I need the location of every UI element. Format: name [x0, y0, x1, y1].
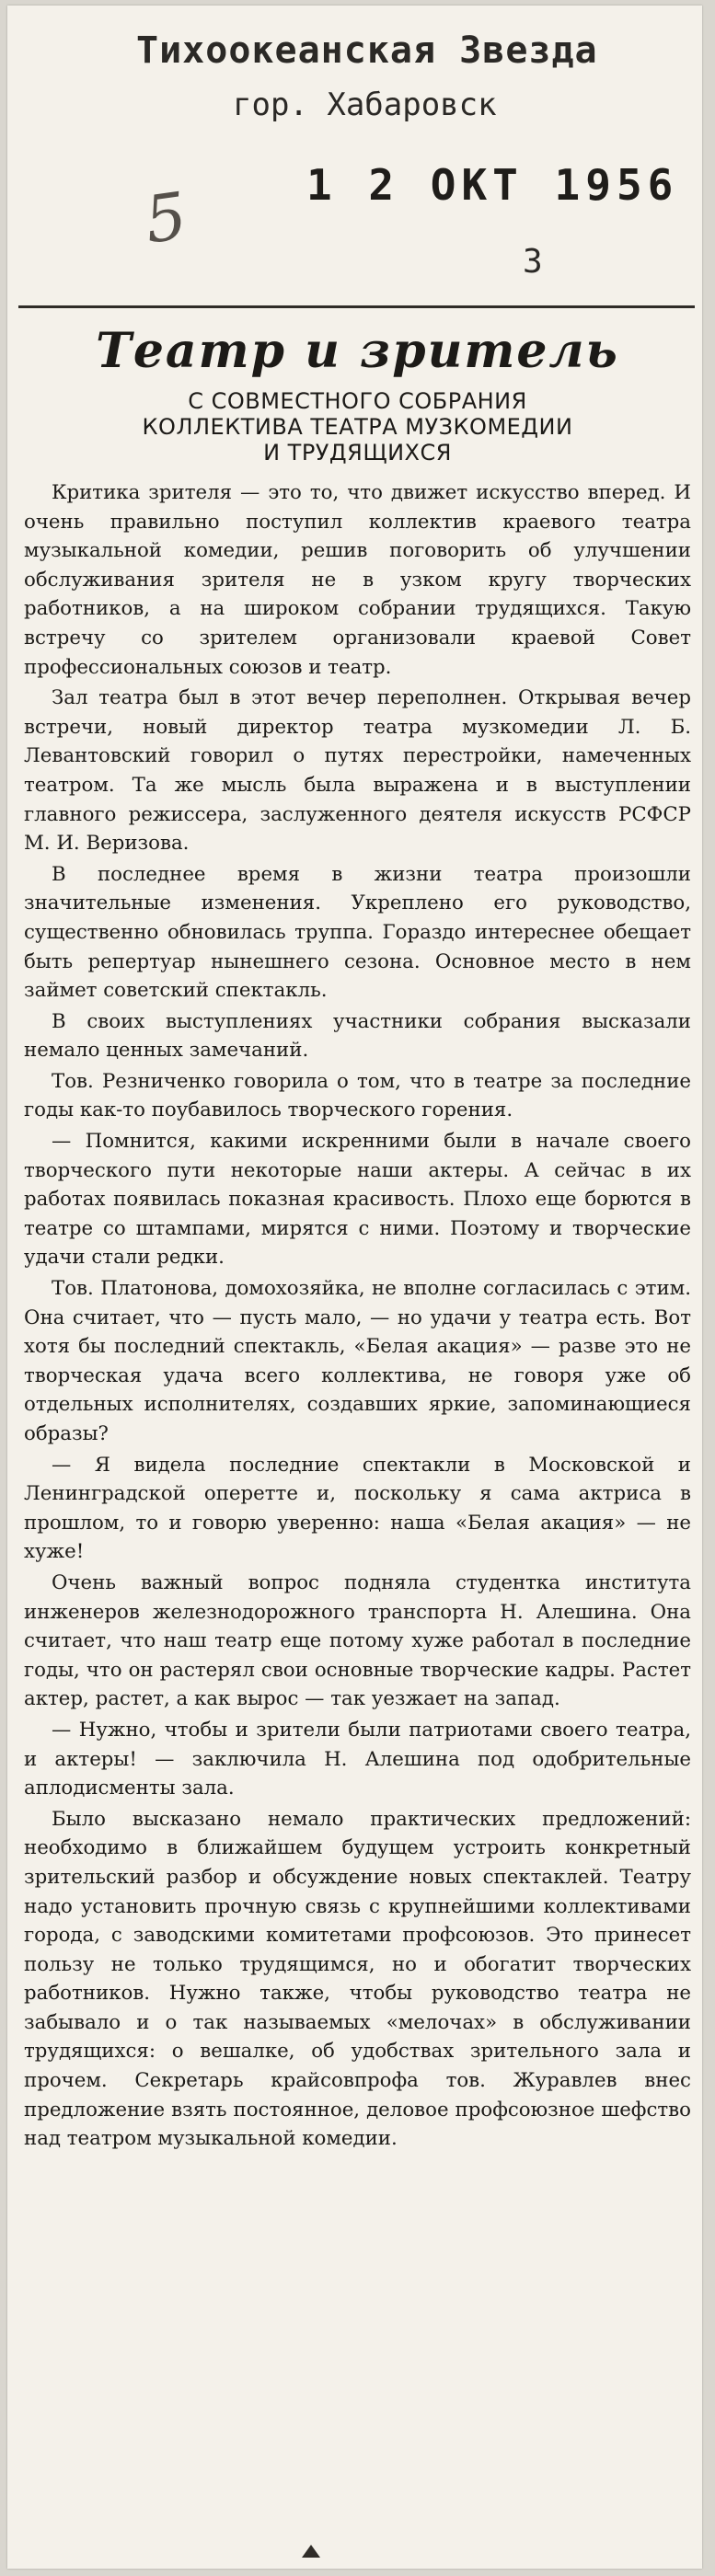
page-number: 3 — [523, 243, 543, 281]
handwritten-mark: 5 — [140, 178, 192, 259]
paragraph: Очень важный вопрос подняла студентка института инженеров железнодорожного транспорта Н. Алешина. Она считает, что наш театр еще потому хуже работал в последние годы, что он растерял свои основные творческие кадры. Растет актер, растет, а как вырос — так уезжает на запад. — [24, 1570, 691, 1711]
subtitle-line: КОЛЛЕКТИВА ТЕАТРА МУЗКОМЕДИИ — [142, 414, 573, 440]
paragraph: В своих выступлениях участники собрания высказали немало ценных замечаний. — [24, 1009, 691, 1063]
paragraph: Зал театра был в этот вечер переполнен. Открывая вечер встречи, новый директор театра музкомедии Л. Б. Левантовский говорил о путях перестройки, намеченных театром. Та же мысль была выражена и в выступлении главного режиссера, заслуженного деятеля искусств РСФСР М. И. Веризова. — [24, 686, 691, 856]
paragraph: Тов. Резниченко говорила о том, что в театре за последние годы как-то поубавилось творческого горения. — [24, 1069, 691, 1122]
newspaper-clipping — [7, 6, 702, 2569]
paragraph: — Нужно, чтобы и зрители были патриотами своего театра, и актеры! — заключила Н. Алешина под одобрительные аплодисменты зала. — [24, 1718, 691, 1800]
newspaper-name: Тихоокеанская Звезда — [136, 29, 598, 72]
paragraph: — Помнится, какими искренними были в начале своего творческого пути некоторые наши актеры. А сейчас в их работах появилась показная красивость. Плохо еще борются в театре со штампами, мирятся с ними. Поэтому и творческие удачи стали редки. — [24, 1130, 691, 1270]
article-subtitle — [24, 388, 691, 466]
date-stamp: 1 2 ОКТ 1956 — [306, 160, 679, 210]
city-line: гор. Хабаровск — [233, 86, 497, 123]
clipping-label — [7, 6, 702, 309]
paragraph: В последнее время в жизни театра произошли значительные изменения. Укреплено его руководство, существенно обновилась труппа. Гораздо интереснее обещает быть репертуар нынешнего сезона. Основное место в нем займет советский спектакль. — [24, 862, 691, 1003]
fold-marker — [302, 2545, 320, 2558]
subtitle-line: С СОВМЕСТНОГО СОБРАНИЯ — [188, 388, 527, 414]
subtitle-line: И ТРУДЯЩИХСЯ — [263, 440, 452, 466]
paragraph: Тов. Платонова, домохозяйка, не вполне согласилась с этим. Она считает, что — пусть мало, — но удачи у театра есть. Вот хотя бы последний спектакль, «Белая акация» — разве это не творческая удача всего коллектива, не говоря уже об отдельных исполнителях, создавших яркие, запоминающиеся образы? — [24, 1277, 691, 1445]
paragraph: Было высказано немало практических предложений: необходимо в ближайшем будущем устроить конкретный зрительский разбор и обсуждение новых спектаклей. Театру надо установить прочную связь с крупнейшими коллективами города, с заводскими комитетами профсоюзов. Это принесет пользу не только трудящимся, но и обогатит творческих работников. Нужно также, чтобы руководство театра не забывало и о так называемых «мелочах» в обслуживании трудящихся: о вешалке, об удобствах зрительного зала и прочем. Секретарь крайсовпрофа тов. Журавлев внес предложение взять постоянное, деловое профсоюзное шефство над театром музыкальной комедии. — [24, 1807, 691, 2151]
article-title: Театр и зритель — [96, 323, 619, 379]
paragraph: — Я видела последние спектакли в Московской и Ленинградской оперетте и, поскольку я сама актриса в прошлом, то и говорю уверенно: наша «Белая акация» — не хуже! — [24, 1453, 691, 1564]
article — [24, 323, 691, 2156]
top-rule — [18, 305, 695, 308]
paragraph: Критика зрителя — это то, что движет искусство вперед. И очень правильно поступил коллектив краевого театра музыкальной комедии, решив поговорить об улучшении обслуживания зрителя не в узком кругу творческих работников, а на широком собрании трудящихся. Такую встречу со зрителем организовали краевой Совет профессиональных союзов и театр. — [24, 481, 691, 679]
